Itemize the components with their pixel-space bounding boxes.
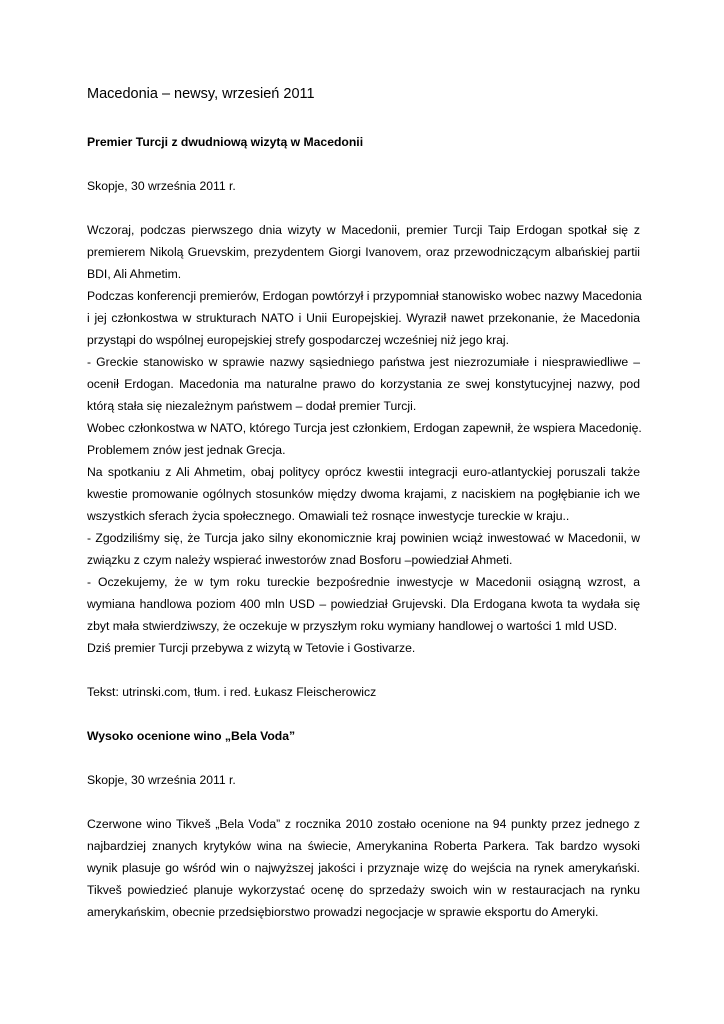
article2-heading: Wysoko ocenione wino „Bela Voda” [87, 729, 296, 743]
article1-line: związku z czym należy wspierać inwestorów znad Bosforu –powiedział Ahmeti. [87, 553, 513, 567]
article1-line: kwestie promowanie ogólnych stosunków między dwoma krajami, z naciskiem na pogłębianie ich we [87, 487, 640, 501]
article1-line: i jej członkostwa w strukturach NATO i Unii Europejskiej. Wyraził nawet przekonanie, że Macedonia [87, 311, 640, 325]
article2-line: Tikveš powiedzieć planuje wykorzystać ocenę do sprzedaży swoich win w restauracjach na rynku [87, 883, 640, 897]
article1-line: Problemem znów jest jednak Grecja. [87, 443, 286, 457]
article1-heading: Premier Turcji z dwudniową wizytą w Macedonii [87, 135, 364, 149]
article1-line: premierem Nikolą Gruevskim, prezydentem Giorgi Ivanovem, oraz przewodniczącym albańskiej partii [87, 245, 640, 259]
article1-line: Wobec członkostwa w NATO, którego Turcja jest członkiem, Erdogan zapewnił, że wspiera Macedonię. [87, 421, 642, 435]
article1-line: Wczoraj, podczas pierwszego dnia wizyty w Macedonii, premier Turcji Taip Erdogan spotkał się z [87, 223, 640, 237]
article1-line: Dziś premier Turcji przebywa z wizytą w Tetovie i Gostivarze. [87, 641, 416, 655]
article1-line: wszystkich sferach życia społecznego. Omawiali też rosnące inwestycje tureckie w kraju.. [87, 509, 570, 523]
article1-dateline: Skopje, 30 września 2011 r. [87, 179, 236, 193]
article2-dateline: Skopje, 30 września 2011 r. [87, 773, 236, 787]
document-title: Macedonia – newsy, wrzesień 2011 [87, 86, 315, 102]
article1-line: BDI, Ali Ahmetim. [87, 267, 182, 281]
article1-line: wymiana handlowa poziom 400 mln USD – powiedział Grujevski. Dla Erdogana kwota ta wydała się [87, 597, 640, 611]
article2-line: amerykańskim, obecnie przedsiębiorstwo prowadzi negocjacje w sprawie eksportu do Ameryki. [87, 905, 599, 919]
article2-line: Czerwone wino Tikveš „Bela Voda” z rocznika 2010 zostało ocenione na 94 punkty przez jednego z [87, 817, 640, 831]
article1-line: - Zgodziliśmy się, że Turcja jako silny ekonomicznie kraj powinien wciąż inwestować w Macedonii, w [87, 531, 640, 545]
article1-line: którą stała się niezależnym państwem – dodał premier Turcji. [87, 399, 417, 413]
article1-line: zbyt mała stwierdziwszy, że oczekuje w przyszłym roku wymiany handlowej o wartości 1 mld USD. [87, 619, 618, 633]
article2-line: najbardziej znanych krytyków wina na świecie, Amerykanina Roberta Parkera. Tak bardzo wysoki [87, 839, 640, 853]
article1-line: - Oczekujemy, że w tym roku tureckie bezpośrednie inwestycje w Macedonii osiągną wzrost, a [87, 575, 640, 589]
article2-line: wynik plasuje go wśród win o najwyższej jakości i przyznaje wizę do wejścia na rynek amerykański. [87, 861, 640, 875]
article1-line: przystąpi do wspólnej europejskiej strefy gospodarczej wcześniej niż jego kraj. [87, 333, 510, 347]
article1-line: Na spotkaniu z Ali Ahmetim, obaj politycy oprócz kwestii integracji euro-atlantyckiej poruszali także [87, 465, 640, 479]
article1-line: ocenił Erdogan. Macedonia ma naturalne prawo do korzystania ze swej konstytucyjnej nazwy, pod [87, 377, 640, 391]
article1-credit: Tekst: utrinski.com, tłum. i red. Łukasz Fleischerowicz [87, 685, 377, 699]
article1-line: Podczas konferencji premierów, Erdogan powtórzył i przypomniał stanowisko wobec nazwy Macedonia [87, 289, 642, 303]
article1-line: - Greckie stanowisko w sprawie nazwy sąsiedniego państwa jest niezrozumiałe i niesprawiedliwe – [87, 355, 640, 369]
